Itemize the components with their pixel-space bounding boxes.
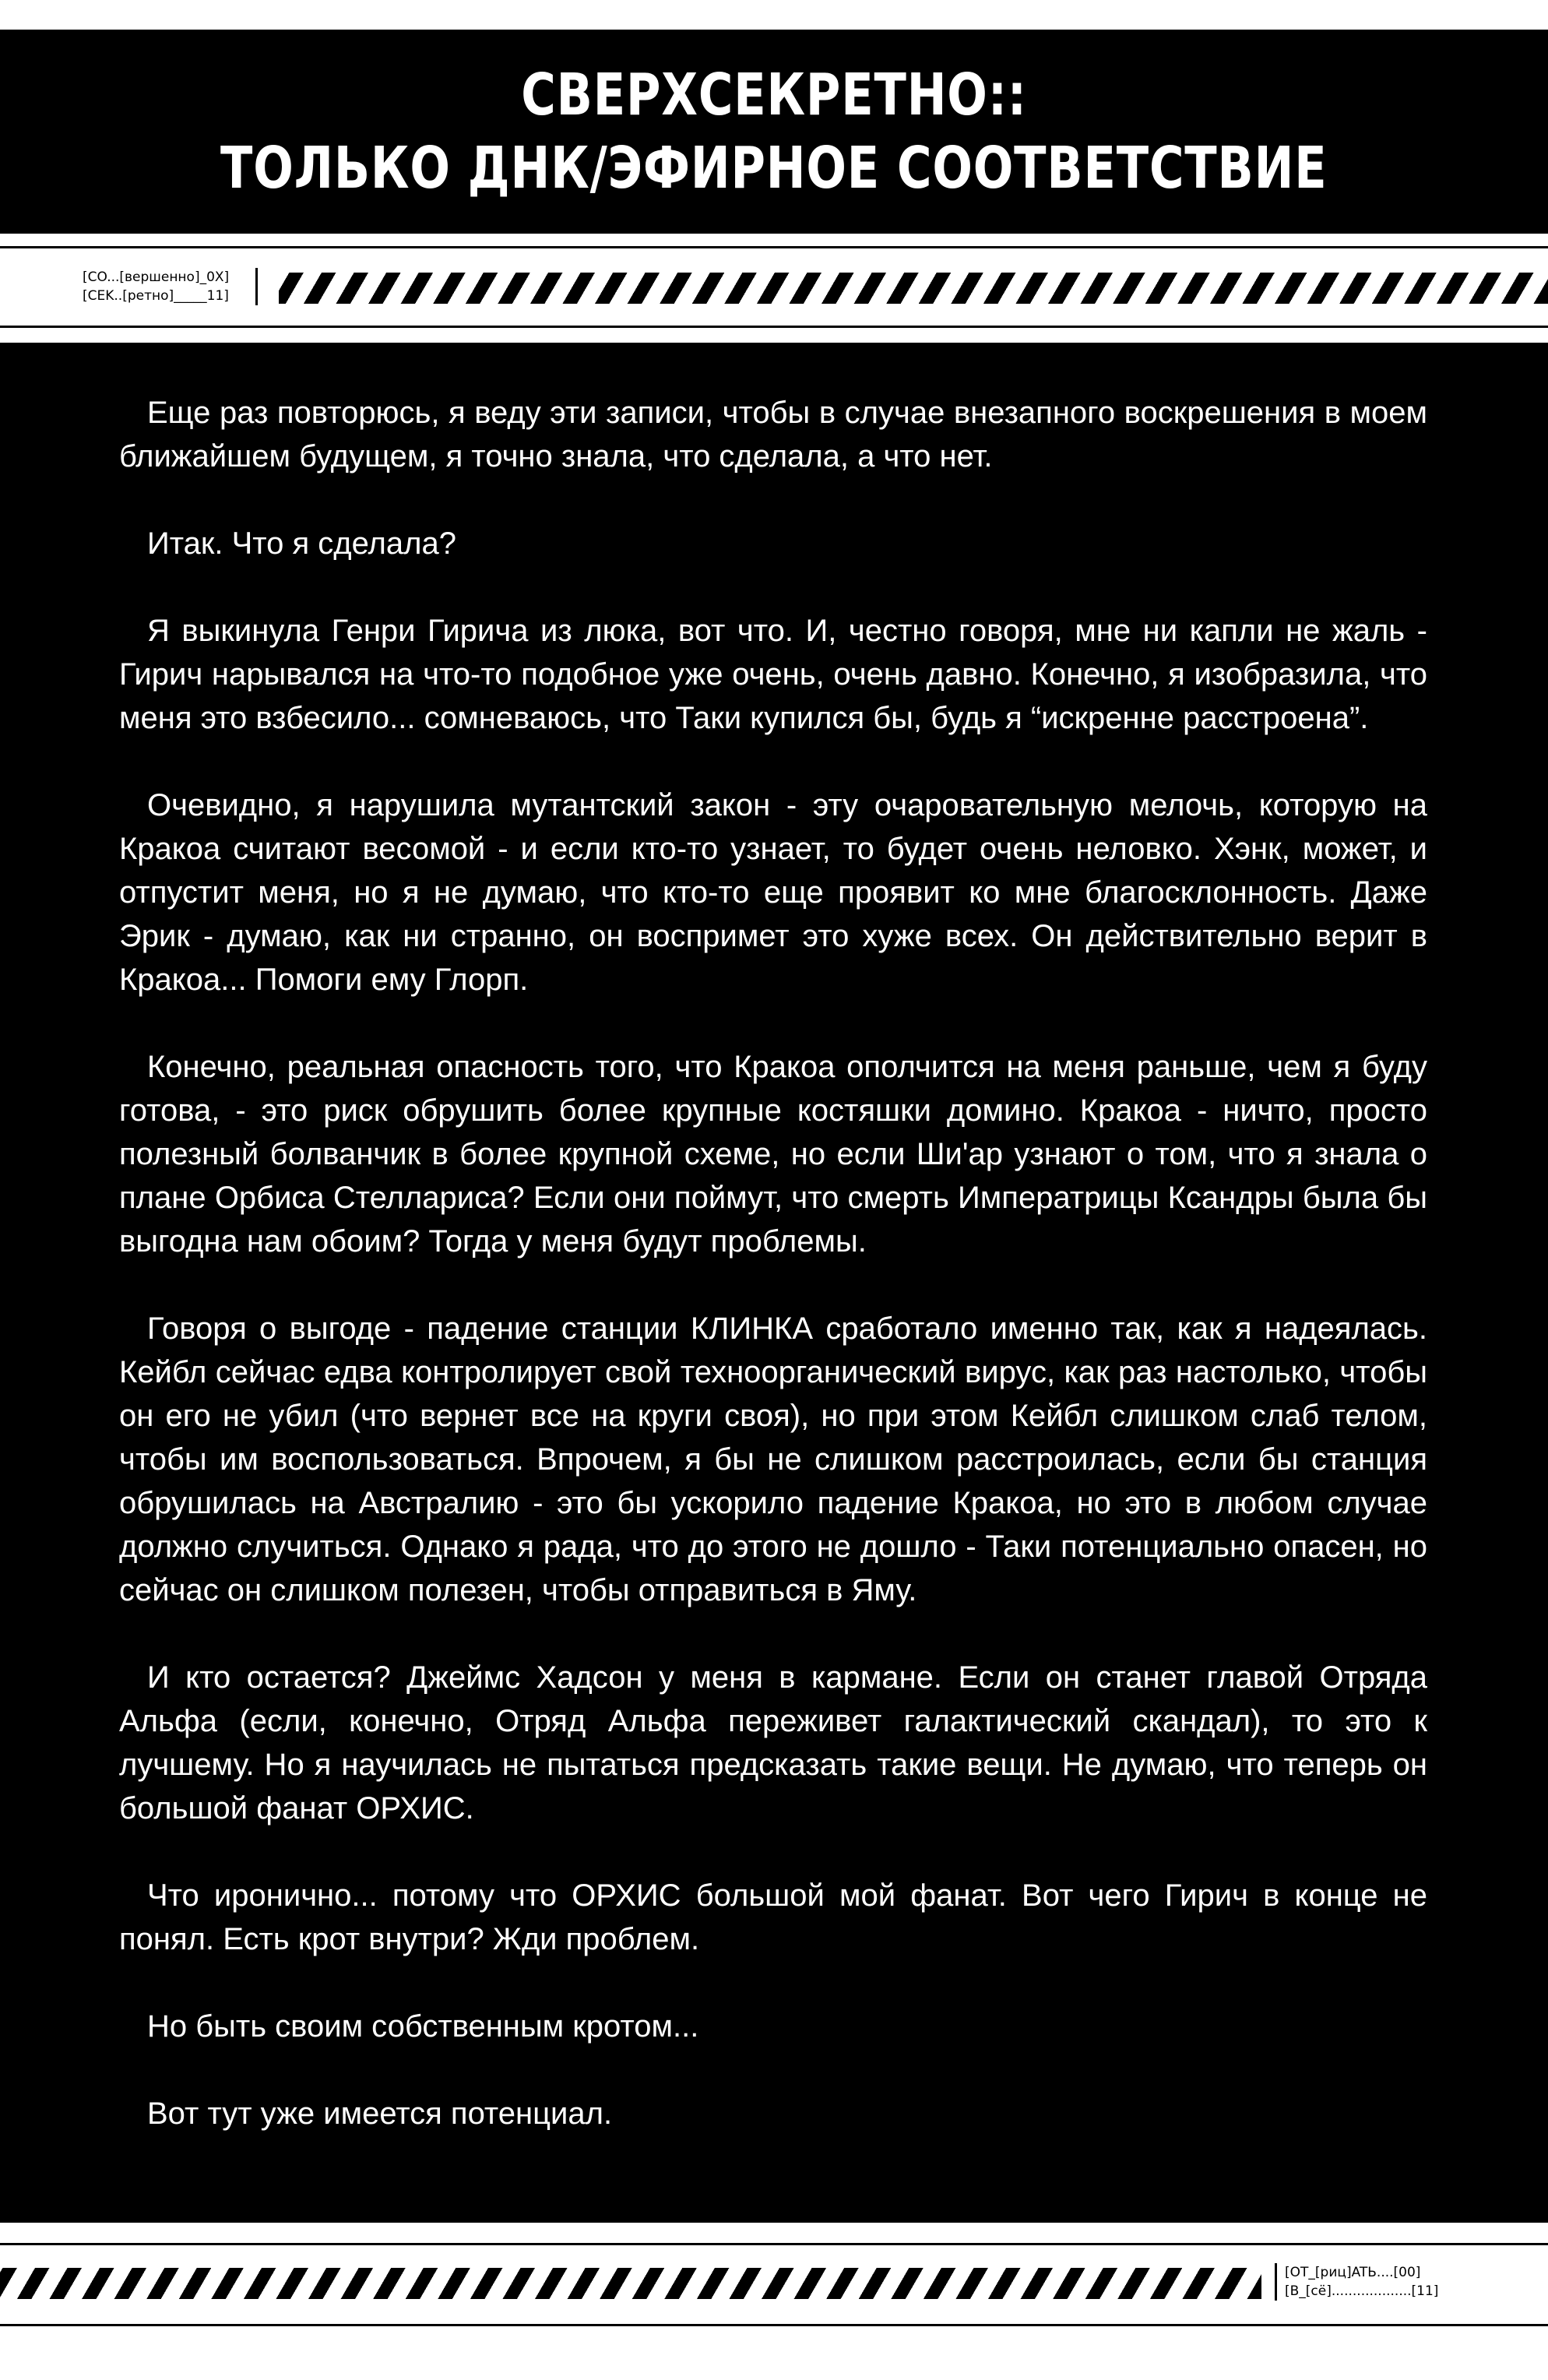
top-code-line2: [CEK..[ретно]_____11] <box>83 288 229 304</box>
bottom-hazard-stripes <box>0 2268 1261 2299</box>
document-text <box>119 391 1427 2135</box>
paragraph: И кто остается? Джеймс Хадсон у меня в кармане. Если он станет главой Отряда Альфа (если, конечно, Отряд Альфа переживет галактический скандал), то это к лучшему. Но я научилась не пытаться предсказать такие вещи. Не думаю, что теперь он большой фанат ОРХИС. <box>119 1660 1427 1825</box>
paragraph: Что иронично... потому что ОРХИС большой мой фанат. Вот чего Гирич в конце не понял. Есть крот внутри? Жди проблем. <box>119 1878 1427 1956</box>
paragraph: Еще раз повторюсь, я веду эти записи, чтобы в случае внезапного воскрешения в моем ближайшем будущем, я точно знала, что сделала, а что нет. <box>119 396 1427 474</box>
paragraph: Я выкинула Генри Гирича из люка, вот что. И, честно говоря, мне ни капли не жаль - Гирич нарывался на что-то подобное уже очень, очень давно. Конечно, я изобразила, что меня это взбесило... сомневаюсь, что Таки купился бы, будь я “искренне расстроена”. <box>119 614 1427 735</box>
top-code-line1: [CO...[вершенно]_0X] <box>83 269 230 285</box>
bottom-divider <box>0 2243 1548 2245</box>
top-divider-lower <box>0 326 1548 328</box>
classification-header <box>0 30 1548 234</box>
top-hazard-stripes <box>279 273 1548 304</box>
bottom-code-bracket <box>1275 2263 1277 2301</box>
document-body <box>0 343 1548 2223</box>
bottom-code-label <box>1285 2263 1438 2301</box>
paragraph: Конечно, реальная опасность того, что Кракоа ополчится на меня раньше, чем я буду готова, - это риск обрушить более крупные костяшки домино. Кракоа - ничто, просто полезный болванчик в более крупной схеме, но если Ши'ар узнают о том, что я знала о плане Орбиса Стеллариса? Если они поймут, что смерть Императрицы Ксандры была бы выгодна нам обоим? Тогда у меня будут проблемы. <box>119 1050 1427 1259</box>
header-subtitle: ТОЛЬКО ДНК/ЭФИРНОЕ СООТВЕТСТВИЕ <box>220 135 1328 202</box>
top-divider <box>0 246 1548 248</box>
paragraph: Говоря о выгоде - падение станции КЛИНКА сработало именно так, как я надеялась. Кейбл сейчас едва контролирует свой техноорганический вирус, как раз настолько, чтобы он его не убил (что вернет все на круги своя), но при этом Кейбл слишком слаб телом, чтобы им воспользоваться. Впрочем, я бы не слишком расстроилась, если бы станция обрушилась на Австралию - это бы ускорило падение Кракоа, но это в любом случае должно случиться. Однако я рада, что до этого не дошло - Таки потенциально опасен, но сейчас он слишком полезен, чтобы отправиться в Яму. <box>119 1311 1427 1607</box>
bottom-code-line1: [OT_[риц]ATЬ....[00] <box>1285 2265 1421 2280</box>
top-code-bracket <box>255 268 258 305</box>
bottom-divider-lower <box>0 2324 1548 2326</box>
paragraph: Очевидно, я нарушила мутантский закон - эту очаровательную мелочь, которую на Кракоа считают весомой - и если кто-то узнает, то будет очень неловко. Хэнк, может, и отпустит меня, но я не думаю, что кто-то еще проявит ко мне благосклонность. Даже Эрик - думаю, как ни странно, он воспримет это хуже всех. Он действительно верит в Кракоа... Помоги ему Глорп. <box>119 788 1427 997</box>
header-title: СВЕРХСЕКРЕТНО:: <box>521 62 1027 129</box>
paragraph: Вот тут уже имеется потенциал. <box>147 2097 613 2131</box>
paragraph: Итак. Что я сделала? <box>147 526 456 561</box>
paragraph: Но быть своим собственным кротом... <box>147 2009 699 2044</box>
bottom-code-line2: [B_[cё]...................[11] <box>1285 2283 1439 2299</box>
top-code-label <box>83 268 229 305</box>
